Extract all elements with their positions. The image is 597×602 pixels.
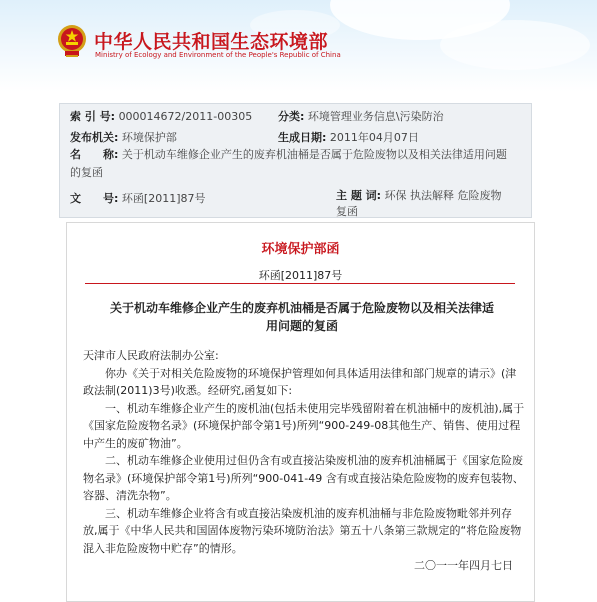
category-row	[278, 106, 444, 127]
publisher-label: 发布机关:	[70, 131, 119, 144]
body-paragraph: 三、机动车维修企业将含有或直接沾染废机油的废弃机油桶与非危险废物毗邻并列存放,属于《中华人民共和国固体废物污染环境防治法》第五十八条第三款规定的“将危险废物混入非危险废物中贮存”的情形。	[83, 506, 522, 555]
category-value: 环境管理业务信息\污染防治	[307, 110, 444, 123]
document-text	[83, 347, 525, 575]
index-number-label: 索 引 号:	[70, 110, 116, 123]
date-value: 2011年04月07日	[329, 131, 419, 144]
document-number-row	[70, 188, 205, 209]
date-row	[278, 127, 419, 148]
document-metadata-panel	[59, 103, 532, 218]
national-emblem-icon[interactable]	[57, 24, 87, 58]
document-name-label: 名 称:	[70, 148, 119, 161]
index-number-row	[70, 106, 252, 127]
document-title: 关于机动车维修企业产生的废弃机油桶是否属于危险废物以及相关法律适用问题的复函	[109, 301, 494, 333]
document-number: 环函[2011]87号	[258, 269, 343, 282]
date-label: 生成日期:	[278, 131, 327, 144]
body-paragraph: 你办《关于对相关危险废物的环境保护管理如何具体适用法律和部门规章的请示》(津政法制(2011)3号)收悉。经研究,函复如下:	[83, 366, 517, 397]
site-banner	[0, 0, 597, 92]
publisher-row	[70, 127, 177, 148]
document-name-row	[70, 146, 510, 182]
index-number-value: 000014672/2011-00305	[118, 110, 253, 123]
signature-date: 二〇一一年四月七日	[414, 559, 513, 572]
site-subtitle: Ministry of Ecology and Environment of the People's Republic of China	[95, 51, 341, 59]
publisher-value: 环境保护部	[121, 131, 177, 144]
cloud-decoration	[440, 20, 590, 70]
red-divider	[85, 283, 515, 284]
document-number-label: 文 号:	[70, 192, 119, 205]
document-name-value: 关于机动车维修企业产生的废弃机油桶是否属于危险废物以及相关法律适用问题的复函	[70, 148, 507, 179]
document-number-value: 环函[2011]87号	[121, 192, 206, 205]
category-label: 分类:	[278, 110, 305, 123]
body-paragraph: 一、机动车维修企业产生的废机油(包括未使用完毕残留附着在机油桶中的废机油),属于《国家危险废物名录》(环境保护部令第1号)所列“900-249-08其他生产、销售、使用过程中产生的废矿物油”。	[83, 401, 525, 450]
site-title[interactable]: 中华人民共和国生态环境部	[94, 31, 329, 53]
keywords-row	[336, 188, 516, 220]
keywords-label: 主 题 词:	[336, 189, 382, 202]
issuing-organization: 环境保护部函	[261, 242, 340, 257]
body-paragraph: 二、机动车维修企业使用过但仍含有或直接沾染废机油的废弃机油桶属于《国家危险废物名录》(环境保护部令第1号)所列“900-041-49 含有或直接沾染危险废物的废弃包装物、容器、清洗杂物”。	[83, 454, 524, 502]
recipient-line: 天津市人民政府法制办公室:	[83, 349, 219, 362]
document-body-panel	[66, 222, 535, 602]
keywords-value: 环保 执法解释 危险废物 复函	[336, 189, 502, 218]
